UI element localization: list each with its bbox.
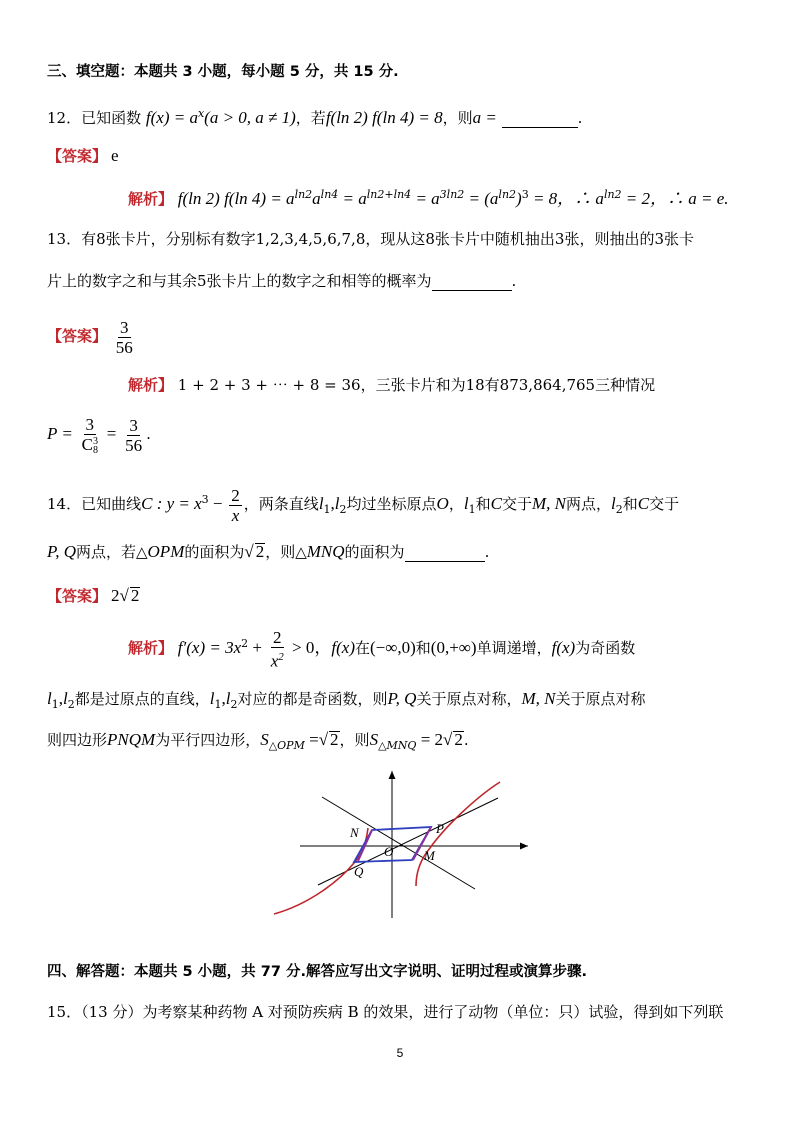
q13-line-1: 有8张卡片，分别标有数字1,2,3,4,5,6,7,8，现从这8张卡片中随机抽出3张，则抽出的3张卡 bbox=[81, 230, 694, 248]
q12-text-c: ，则 bbox=[442, 109, 473, 127]
q14-sol-text: 和 bbox=[415, 639, 431, 657]
triangle-opm: OPM bbox=[147, 542, 185, 561]
q14-text: ，两条直线 bbox=[243, 495, 319, 513]
sqrt-2: 2 bbox=[454, 730, 463, 749]
combination-sup: 3 bbox=[92, 436, 98, 448]
q14-figure bbox=[270, 768, 535, 920]
q14-sol-text: 对应的都是奇函数，则 bbox=[237, 690, 388, 708]
q14-sol-text: 都是过原点的直线， bbox=[74, 690, 210, 708]
q13-solution bbox=[128, 375, 655, 395]
points-pq: P, Q bbox=[387, 689, 417, 708]
q12-sol-part: = 8，∴ a bbox=[528, 189, 604, 208]
equals-sign: = bbox=[304, 730, 319, 749]
label-n: N bbox=[350, 825, 359, 840]
q13-answer-fraction bbox=[114, 318, 135, 357]
q12-sol-part: = (a bbox=[464, 189, 499, 208]
q12-sol-part: = 2，∴ a = e. bbox=[621, 189, 729, 208]
q14-sol-end: . bbox=[463, 731, 469, 749]
solution-label: 解析】 bbox=[128, 376, 174, 394]
question-12 bbox=[47, 104, 582, 128]
q13-fraction-2 bbox=[123, 416, 144, 455]
answer-label: 【答案】 bbox=[47, 147, 108, 165]
question-15: 15．（13 分）为考察某种药物 A 对预防疾病 B 的效果，进行了动物（单位：只）试验，得到如下列联 bbox=[47, 1003, 724, 1021]
q14-end: . bbox=[484, 543, 490, 561]
q14-sol-fx: f(x) bbox=[331, 638, 355, 657]
quadrilateral-pnqm: PNQM bbox=[107, 730, 156, 749]
line-l2: l bbox=[225, 689, 231, 708]
q14-text: 的面积为 bbox=[184, 543, 245, 561]
q14-sol-text: 为奇函数 bbox=[575, 639, 636, 657]
q14-answer: 【答案】 2√ 2 bbox=[47, 586, 140, 605]
sqrt-2: 2 bbox=[330, 730, 339, 749]
question-14-cont: P, Q两点，若△OPM的面积为√ 2，则△MNQ的面积为 . bbox=[47, 542, 490, 561]
line-l2: l bbox=[610, 494, 616, 513]
q12-answer bbox=[47, 146, 119, 166]
q12-answer-value: e bbox=[111, 146, 119, 165]
q12-exponent: x bbox=[197, 107, 205, 120]
q13-answer bbox=[47, 316, 137, 357]
x-axis-arrow-icon bbox=[520, 843, 528, 850]
solution-label: 解析】 bbox=[128, 190, 174, 208]
curve-right-branch bbox=[416, 782, 500, 886]
q12-answer-blank bbox=[502, 111, 578, 128]
q13-answer-blank bbox=[432, 274, 512, 291]
q12-text: 已知函数 bbox=[81, 109, 142, 127]
denominator-x: x bbox=[270, 651, 279, 671]
q14-sol-fx: f(x) bbox=[551, 638, 576, 657]
sqrt-2: 2 bbox=[255, 542, 265, 561]
line-l2: l bbox=[334, 494, 340, 513]
label-o: O bbox=[384, 844, 394, 859]
area-symbol: S bbox=[369, 730, 379, 749]
q14-text: 两点， bbox=[565, 495, 611, 513]
q14-text: 两点，若△ bbox=[75, 543, 148, 561]
q13-line-2: 片上的数字之和与其余5张卡片上的数字之和相等的概率为 bbox=[47, 272, 432, 290]
plus-sign: + bbox=[248, 638, 262, 657]
q12-given: f(ln 2) f(ln 4) = 8 bbox=[325, 108, 443, 127]
line-l2: l bbox=[62, 689, 68, 708]
q14-sol-fraction bbox=[269, 628, 286, 671]
q14-text: 和 bbox=[622, 495, 638, 513]
fraction-denominator: 56 bbox=[115, 337, 133, 357]
q14-sol-text: 关于原点对称 bbox=[555, 690, 646, 708]
page-number: 5 bbox=[396, 1046, 404, 1060]
line-l1: l bbox=[47, 689, 52, 708]
q12-sol-exp: ln2 bbox=[603, 188, 622, 201]
points-pq: P, Q bbox=[47, 542, 76, 561]
area-subscript: △MNQ bbox=[378, 739, 417, 752]
q14-sol-text: 则四边形 bbox=[47, 731, 108, 749]
equals-sign: = bbox=[106, 424, 117, 443]
question-13 bbox=[47, 229, 694, 249]
q14-number: 14． bbox=[47, 495, 82, 513]
q14-fraction bbox=[229, 486, 242, 525]
line-l1: l bbox=[209, 689, 215, 708]
q14-sol-text: 在 bbox=[354, 639, 370, 657]
q14-text: 均过坐标原点 bbox=[346, 495, 437, 513]
q14-curve: C : y = x bbox=[141, 494, 202, 513]
question-14: 14．已知曲线C : $y = x^3$ − $\frac{2}{x}$ ，两条直线$l_1,l_2$均过坐标原点O，$l_1$和C交于M, N两点，$l_2$和C交于 bbox=[47, 485, 680, 525]
q12-number: 12． bbox=[47, 109, 82, 127]
q14-text: ，则△ bbox=[265, 543, 307, 561]
q12-condition: (a > 0, a ≠ 1) bbox=[204, 108, 296, 127]
fraction-denominator: $x^2$ bbox=[270, 650, 284, 671]
triangle-mnq: MNQ bbox=[306, 542, 345, 561]
equals-two: = 2 bbox=[416, 730, 444, 749]
points-mn: M, N bbox=[531, 494, 566, 513]
q14-text: ， bbox=[448, 495, 464, 513]
line-l2-graph bbox=[322, 797, 475, 889]
fraction-denominator: x bbox=[231, 505, 240, 525]
line-l1: l bbox=[318, 494, 324, 513]
q14-text: 交于 bbox=[501, 495, 532, 513]
q14-sol-text: 关于原点对称， bbox=[416, 690, 522, 708]
q12-sol-exp: 3ln2 bbox=[439, 188, 465, 201]
fraction-numerator: 3 bbox=[85, 414, 95, 434]
q13-end: . bbox=[511, 272, 517, 290]
q14-sol-text: 为平行四边形， bbox=[155, 731, 261, 749]
q12-end: . bbox=[577, 109, 583, 127]
q13-solution-formula bbox=[47, 412, 151, 456]
q12-sol-exp: ln2 bbox=[294, 188, 313, 201]
area-symbol: S bbox=[260, 730, 269, 749]
minus-sign: − bbox=[208, 494, 223, 513]
q12-sol-part: ) bbox=[516, 189, 522, 208]
y-axis-arrow-icon bbox=[389, 771, 396, 779]
interval-pos: (0,+∞) bbox=[430, 638, 477, 657]
q14-sol-text: ，则 bbox=[339, 731, 370, 749]
solution-label: 解析】 bbox=[128, 639, 174, 657]
section-3-heading: 三、填空题：本题共 3 小题，每小题 5 分，共 15 分. bbox=[47, 64, 399, 80]
q12-sol-exp: ln4 bbox=[320, 188, 339, 201]
fraction-numerator: 2 bbox=[231, 485, 240, 505]
q14-solution-line-2: $l_1,l_2$都是过原点的直线，$l_1,l_2$对应的都是奇函数，则P, Q关于原点对称，M, N关于原点对称 bbox=[47, 689, 646, 711]
q12-sol-part: f(ln 2) f(ln 4) = a bbox=[177, 189, 295, 208]
q12-sol-exp: 3 bbox=[521, 188, 529, 201]
section-4-heading: 四、解答题：本题共 5 小题，共 77 分.解答应写出文字说明、证明过程或演算步骤. bbox=[47, 964, 587, 980]
question-13-cont bbox=[47, 271, 516, 291]
q14-curve-exp: 3 bbox=[201, 493, 209, 506]
fraction-denominator: 56 bbox=[125, 435, 143, 455]
q14-solution-line-1: 解析】 $f'(x) = 3x^2$ + $\frac{2}{x^2}$ > 0，f(x)在(−∞,0)和(0,+∞)单调递增，f(x)为奇函数 bbox=[128, 627, 636, 671]
answer-coefficient: 2 bbox=[111, 586, 120, 605]
q14-text: 交于 bbox=[649, 495, 680, 513]
q12-solution bbox=[128, 185, 729, 209]
q14-text: 和 bbox=[475, 495, 491, 513]
q14-sol-text: > 0， bbox=[287, 638, 332, 657]
fraction-numerator: 3 bbox=[129, 415, 138, 435]
line-l1: l bbox=[463, 494, 469, 513]
q14-answer-blank bbox=[405, 545, 485, 562]
q12-sol-exp: ln2+ln4 bbox=[366, 188, 412, 201]
q13-number: 13． bbox=[47, 230, 82, 248]
fraction-denominator bbox=[80, 435, 100, 455]
q14-sol-text: 单调递增， bbox=[476, 639, 552, 657]
label-p: P bbox=[436, 821, 444, 836]
q13-sol-end: . bbox=[146, 425, 151, 443]
q12-sol-part: a bbox=[312, 189, 321, 208]
q12-function: f(x) = a bbox=[145, 108, 198, 127]
q12-text-b: ，若 bbox=[295, 109, 326, 127]
fraction-numerator: 2 bbox=[273, 627, 282, 647]
label-q: Q bbox=[354, 864, 364, 879]
combination-symbol: C bbox=[81, 434, 93, 454]
q12-ask: a = bbox=[472, 108, 497, 127]
fraction-numerator: 3 bbox=[120, 317, 129, 337]
q13-fraction-1 bbox=[80, 415, 100, 455]
q14-text: 已知曲线 bbox=[81, 495, 142, 513]
origin-o: O bbox=[436, 494, 449, 513]
combination-sub: 8 bbox=[92, 445, 98, 457]
q12-sol-part: = a bbox=[338, 189, 367, 208]
derivative: f′(x) = 3x bbox=[177, 638, 242, 657]
q12-sol-exp: ln2 bbox=[498, 188, 517, 201]
q14-text: 的面积为 bbox=[344, 543, 405, 561]
q12-sol-part: = a bbox=[411, 189, 440, 208]
interval-neg: (−∞,0) bbox=[370, 638, 416, 657]
q14-solution-line-3: 则四边形PNQM为平行四边形，$S_{\triangle OPM}$ =√ 2，则$S_{\triangle MNQ} = 2√$ 2. bbox=[47, 730, 469, 752]
answer-label: 【答案】 bbox=[47, 587, 108, 605]
answer-radicand: 2 bbox=[130, 586, 140, 605]
area-subscript: △OPM bbox=[268, 739, 305, 752]
q13-sol-line-1: 1 + 2 + 3 + ⋯ + 8 = 36，三张卡片和为18有873,864,765三种情况 bbox=[177, 376, 656, 394]
label-m: M bbox=[424, 848, 435, 863]
q13-p-lhs: P = bbox=[47, 424, 73, 443]
points-mn: M, N bbox=[521, 689, 556, 708]
answer-label: 【答案】 bbox=[47, 327, 108, 345]
